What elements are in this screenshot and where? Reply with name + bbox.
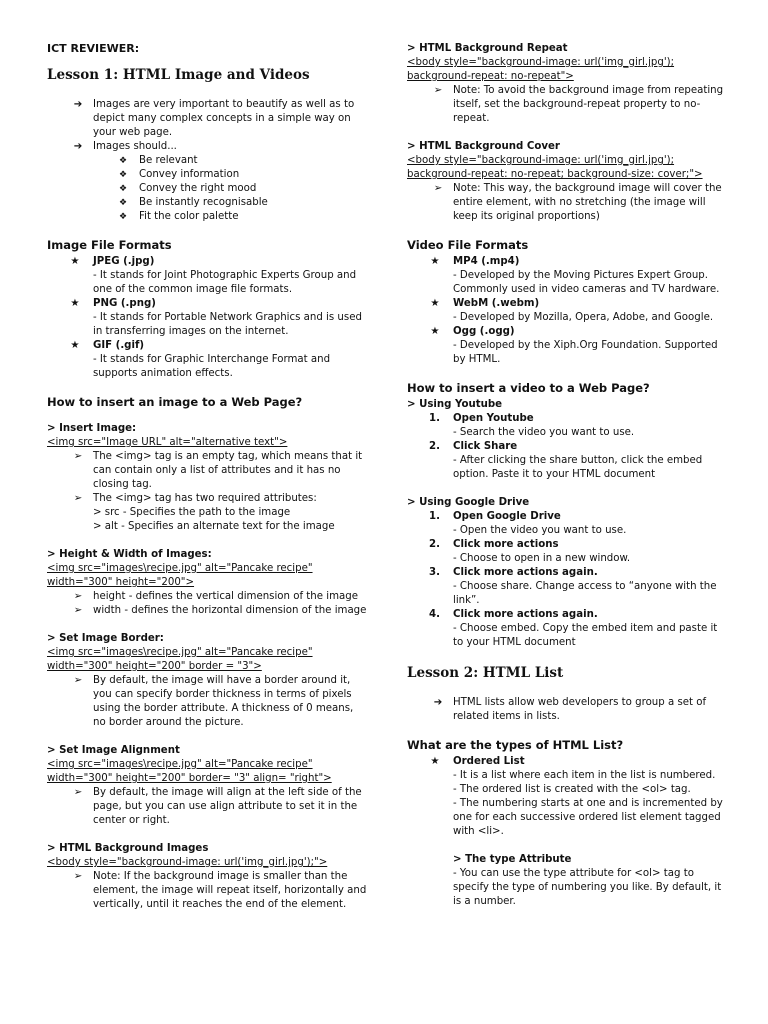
list-item: ➢ height - defines the vertical dimension of the image bbox=[47, 590, 367, 604]
arrowhead-icon: ➢ bbox=[433, 85, 443, 96]
arrowhead-icon: ➢ bbox=[73, 451, 83, 462]
arrow-right-icon: ➔ bbox=[73, 99, 83, 110]
list-item: ➢ The <img> tag has two required attributes: > src - Specifies the path to the image > alt - Specifies an alternate text for the image bbox=[47, 492, 367, 534]
youtube-steps bbox=[407, 412, 727, 482]
video-formats-title: Video File Formats bbox=[407, 238, 529, 252]
arrowhead-icon: ➢ bbox=[73, 605, 83, 616]
star-icon: ★ bbox=[70, 340, 80, 351]
diamond-bullet-icon: ❖ bbox=[118, 156, 128, 166]
star-icon: ★ bbox=[430, 756, 440, 767]
list-item: ➔ Images should... bbox=[47, 140, 367, 154]
arrowhead-icon: ➢ bbox=[73, 493, 83, 504]
bg-repeat-notes bbox=[407, 84, 727, 126]
list-item: 4. Click more actions again. - Choose embed. Copy the embed item and paste it to your HTML document bbox=[429, 609, 718, 648]
ordered-list-item: ★ Ordered List - It is a list where each item in the list is numbered. - The ordered list is created with the <ol> tag. - The numbering starts at one and is incremented by one for each successive ordered list element tagged with <li>. > The type Attribute - You can use the type attribute for <ol> tag to specify the type of numbering you like. By default, it is a number. bbox=[407, 755, 727, 909]
lesson-2-intro bbox=[407, 696, 727, 724]
alignment-subtitle: > Set Image Alignment bbox=[47, 745, 180, 756]
code-snippet: <img src="Image URL" alt="alternative text"> bbox=[47, 437, 288, 448]
list-item: ➢ Note: If the background image is smaller than the element, the image will repeat itself, horizontally and vertically, until it reaches the end of the element. bbox=[47, 870, 367, 912]
list-item: ❖ Be relevant bbox=[47, 154, 367, 168]
diamond-bullet-icon: ❖ bbox=[118, 212, 128, 222]
format-item-ogg: ★ Ogg (.ogg) - Developed by the Xiph.Org Foundation. Supported by HTML. bbox=[407, 325, 727, 367]
code-snippet: <img src="images\recipe.jpg" alt="Pancake recipe" width="300" height="200" border= "3" align= "right"> bbox=[47, 759, 332, 784]
list-item: ➢ By default, the image will have a border around it, you can specify border thickness in terms of pixels using the border attribute. A thickness of 0 means, no border around the picture. bbox=[47, 674, 367, 730]
left-column bbox=[47, 42, 367, 912]
insert-image-notes bbox=[47, 450, 367, 534]
star-icon: ★ bbox=[70, 298, 80, 309]
border-notes bbox=[47, 674, 367, 730]
arrowhead-icon: ➢ bbox=[73, 787, 83, 798]
youtube-subtitle: > Using Youtube bbox=[407, 399, 503, 410]
star-icon: ★ bbox=[430, 256, 440, 267]
list-item: ➢ Note: This way, the background image will cover the entire element, with no stretching (the image will keep its original proportions) bbox=[407, 182, 727, 224]
lesson-1-intro-list bbox=[47, 98, 367, 154]
type-attribute-subtitle: > The type Attribute bbox=[453, 854, 572, 865]
star-icon: ★ bbox=[430, 298, 440, 309]
code-snippet: <body style="background-image: url('img_girl.jpg'); background-repeat: no-repeat"> bbox=[407, 57, 675, 82]
format-item-gif: ★ GIF (.gif) - It stands for Graphic Interchange Format and supports animation effects. bbox=[47, 339, 367, 381]
insert-image-subtitle: > Insert Image: bbox=[47, 423, 137, 434]
diamond-bullet-icon: ❖ bbox=[118, 198, 128, 208]
list-item: 2. Click more actions - Choose to open in a new window. bbox=[429, 539, 631, 564]
bg-cover-subtitle: > HTML Background Cover bbox=[407, 141, 560, 152]
format-item-png: ★ PNG (.png) - It stands for Portable Network Graphics and is used in transferring images on the internet. bbox=[47, 297, 367, 339]
document-title: ICT REVIEWER: bbox=[47, 42, 140, 55]
bg-images-subtitle: > HTML Background Images bbox=[47, 843, 209, 854]
list-item: ❖ Be instantly recognisable bbox=[47, 196, 367, 210]
format-item-jpeg: ★ JPEG (.jpg) - It stands for Joint Photographic Experts Group and one of the common image file formats. bbox=[47, 255, 367, 297]
images-should-list bbox=[47, 154, 367, 224]
star-icon: ★ bbox=[70, 256, 80, 267]
list-item: ❖ Convey the right mood bbox=[47, 182, 367, 196]
list-item: ➢ By default, the image will align at the left side of the page, but you can use align attribute to set it in the center or right. bbox=[47, 786, 367, 828]
lesson-2-title: Lesson 2: HTML List bbox=[407, 665, 564, 681]
list-types-title: What are the types of HTML List? bbox=[407, 738, 624, 752]
insert-video-title: How to insert a video to a Web Page? bbox=[407, 381, 650, 395]
list-item: 1. Open Google Drive - Open the video you want to use. bbox=[429, 511, 627, 536]
bg-images-notes bbox=[47, 870, 367, 912]
list-item: ❖ Fit the color palette bbox=[47, 210, 367, 224]
code-snippet: <img src="images\recipe.jpg" alt="Pancake recipe" width="300" height="200" border = "3"> bbox=[47, 647, 313, 672]
right-column bbox=[407, 42, 727, 909]
arrowhead-icon: ➢ bbox=[73, 591, 83, 602]
arrowhead-icon: ➢ bbox=[73, 871, 83, 882]
diamond-bullet-icon: ❖ bbox=[118, 170, 128, 180]
arrowhead-icon: ➢ bbox=[433, 183, 443, 194]
arrow-right-icon: ➔ bbox=[433, 697, 443, 708]
code-snippet: <body style="background-image: url('img_girl.jpg'); background-repeat: no-repeat; background-size: cover;"> bbox=[407, 155, 703, 180]
list-item: 3. Click more actions again. - Choose share. Change access to “anyone with the link”. bbox=[429, 567, 717, 606]
lesson-1-title: Lesson 1: HTML Image and Videos bbox=[47, 67, 310, 83]
list-item: ❖ Convey information bbox=[47, 168, 367, 182]
star-icon: ★ bbox=[430, 326, 440, 337]
height-width-notes bbox=[47, 590, 367, 618]
list-item: ➢ The <img> tag is an empty tag, which means that it can contain only a list of attributes and it has no closing tag. bbox=[47, 450, 367, 492]
code-snippet: <img src="images\recipe.jpg" alt="Pancake recipe" width="300" height="200"> bbox=[47, 563, 313, 588]
height-width-subtitle: > Height & Width of Images: bbox=[47, 549, 212, 560]
insert-image-title: How to insert an image to a Web Page? bbox=[47, 395, 303, 409]
format-item-webm: ★ WebM (.webm) - Developed by Mozilla, Opera, Adobe, and Google. bbox=[407, 297, 727, 325]
diamond-bullet-icon: ❖ bbox=[118, 184, 128, 194]
bg-cover-notes bbox=[407, 182, 727, 224]
alignment-notes bbox=[47, 786, 367, 828]
list-item: ➢ width - defines the horizontal dimension of the image bbox=[47, 604, 367, 618]
list-item: ➔ HTML lists allow web developers to group a set of related items in lists. bbox=[407, 696, 727, 724]
list-item: 1. Open Youtube - Search the video you want to use. bbox=[429, 413, 635, 438]
image-formats-title: Image File Formats bbox=[47, 238, 172, 252]
list-item: 2. Click Share - After clicking the share button, click the embed option. Paste it to your HTML document bbox=[429, 441, 703, 480]
arrowhead-icon: ➢ bbox=[73, 675, 83, 686]
bg-repeat-subtitle: > HTML Background Repeat bbox=[407, 43, 568, 54]
list-item: ➔ Images are very important to beautify as well as to depict many complex concepts in a simple way on your web page. bbox=[47, 98, 367, 140]
drive-subtitle: > Using Google Drive bbox=[407, 497, 530, 508]
border-subtitle: > Set Image Border: bbox=[47, 633, 164, 644]
code-snippet: <body style="background-image: url('img_girl.jpg');"> bbox=[47, 857, 328, 868]
arrow-right-icon: ➔ bbox=[73, 141, 83, 152]
list-item: ➢ Note: To avoid the background image from repeating itself, set the background-repeat property to no-repeat. bbox=[407, 84, 727, 126]
drive-steps bbox=[407, 510, 727, 650]
format-item-mp4: ★ MP4 (.mp4) - Developed by the Moving Pictures Expert Group. Commonly used in video cameras and TV hardware. bbox=[407, 255, 727, 297]
